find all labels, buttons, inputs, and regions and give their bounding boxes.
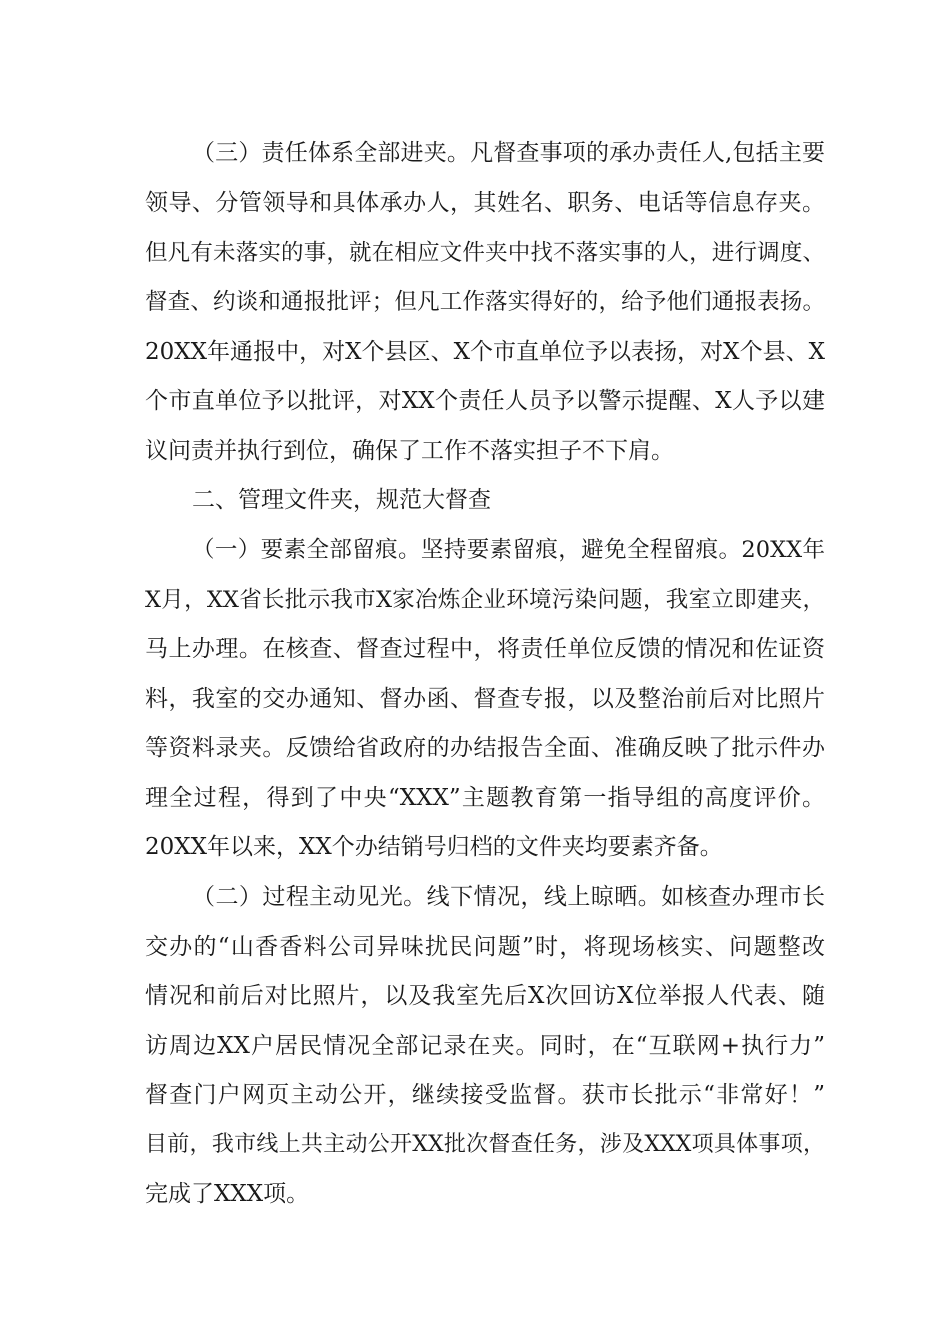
text-line: 议问责并执行到位，确保了工作不落实担子不下肩。	[145, 438, 674, 464]
text-line: 但凡有未落实的事，就在相应文件夹中找不落实事的人，进行调度、	[145, 240, 825, 266]
text-line: 料，我室的交办通知、督办函、督查专报，以及整治前后对比照片	[145, 686, 825, 712]
text-line: 完成了XXX项。	[145, 1181, 310, 1207]
text-line: （一）要素全部留痕。坚持要素留痕，避免全程留痕。20XX年	[192, 537, 825, 563]
text-line: 目前，我市线上共主动公开XX批次督查任务，涉及XXX项具体事项，	[145, 1132, 825, 1157]
text-line: 督查门户网页主动公开，继续接受监督。获市长批示“非常好！”	[145, 1082, 825, 1108]
text-line: 等资料录夹。反馈给省政府的办结报告全面、准确反映了批示件办	[145, 735, 825, 761]
text-line: 领导、分管领导和具体承办人，其姓名、职务、电话等信息存夹。	[145, 190, 825, 216]
text-line: （三）责任体系全部进夹。凡督查事项的承办责任人,包括主要	[192, 140, 825, 166]
text-line: 督查、约谈和通报批评；但凡工作落实得好的，给予他们通报表扬。	[145, 289, 825, 315]
text-line: 马上办理。在核查、督查过程中，将责任单位反馈的情况和佐证资	[145, 636, 825, 662]
text-line: 情况和前后对比照片，以及我室先后X次回访X位举报人代表、随	[145, 983, 825, 1009]
text-line: 20XX年通报中，对X个县区、X个市直单位予以表扬，对X个县、X	[145, 339, 825, 365]
text-line: 20XX年以来，XX个办结销号归档的文件夹均要素齐备。	[145, 834, 723, 860]
text-line: 个市直单位予以批评，对XX个责任人员予以警示提醒、X人予以建	[145, 388, 825, 414]
text-line: X月，XX省长批示我市X家冶炼企业环境污染问题，我室立即建夹，	[145, 587, 825, 613]
text-line: 访周边XX户居民情况全部记录在夹。同时，在“互联网+执行力”	[145, 1033, 825, 1059]
text-line: 理全过程，得到了中央“XXX”主题教育第一指导组的高度评价。	[145, 785, 825, 811]
text-line: 交办的“山香香料公司异味扰民问题”时，将现场核实、问题整改	[145, 934, 825, 960]
section-heading: 二、管理文件夹，规范大督查	[192, 487, 491, 513]
text-line: （二）过程主动见光。线下情况，线上晾晒。如核查办理市长	[192, 884, 825, 910]
